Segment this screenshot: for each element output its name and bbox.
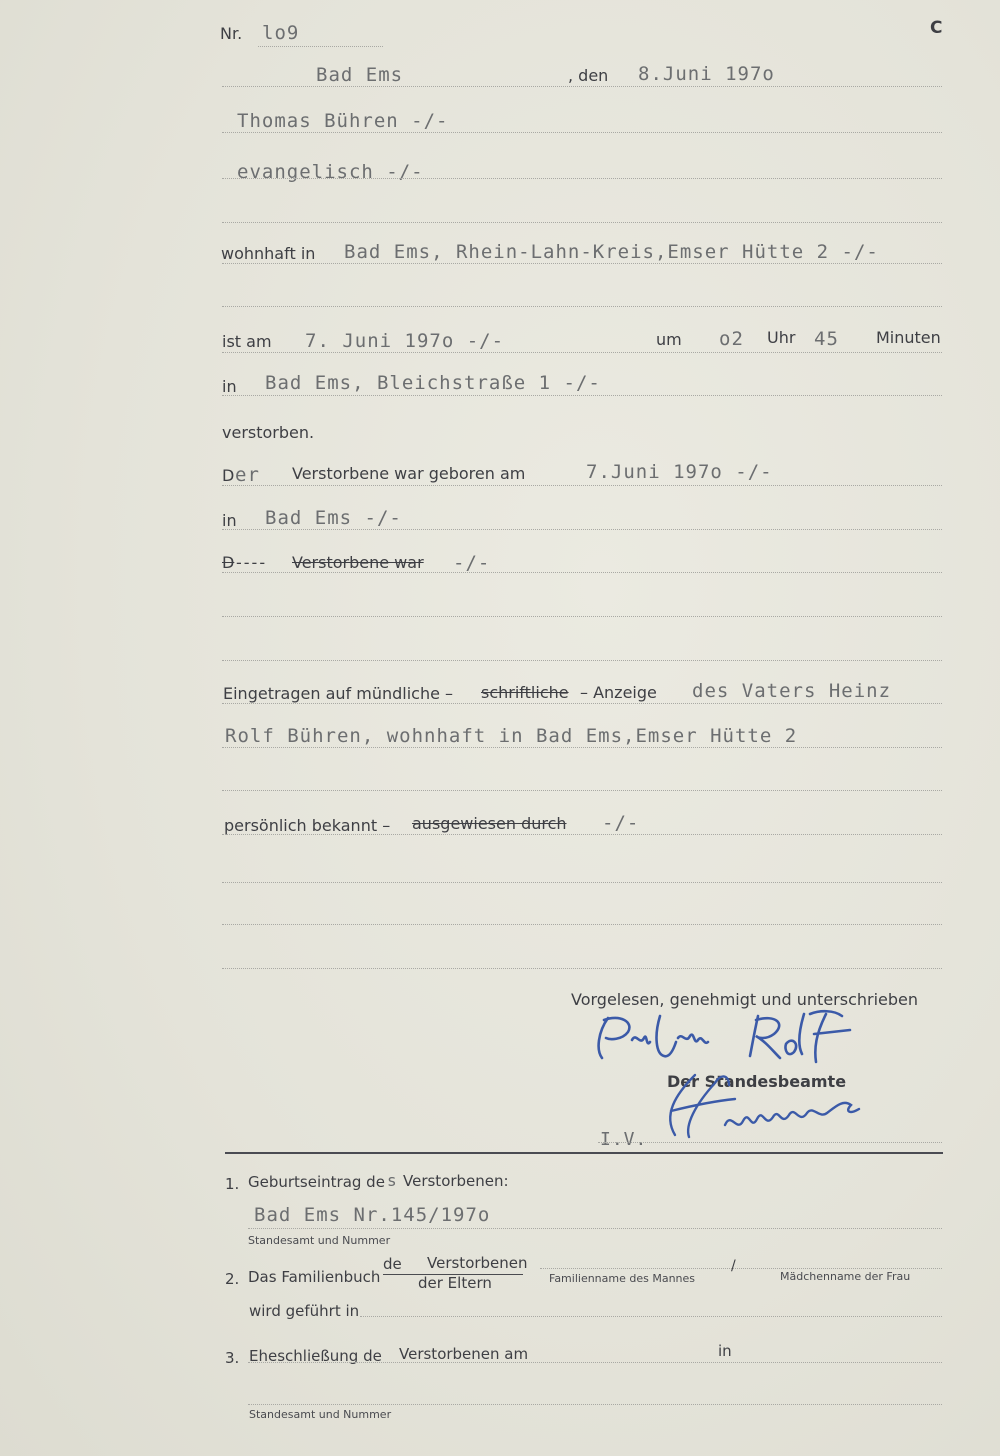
death-date: 7. Juni 197o -/- (305, 330, 505, 352)
birth-place: Bad Ems -/- (265, 507, 402, 529)
blank-line (222, 968, 942, 969)
name-line (222, 132, 942, 133)
entry-line2: Rolf Bühren, wohnhaft in Bad Ems,Emser Hütte 2 (225, 725, 798, 747)
standesbeamte-label: Der Standesbeamte (667, 1072, 847, 1091)
minuten-label: Minuten (876, 328, 941, 347)
verstorben-label: verstorben. (222, 423, 315, 442)
section1-typed-s: s (387, 1171, 398, 1190)
birth-date: 7.Juni 197o -/- (586, 461, 773, 483)
section3-number: 3. (225, 1349, 240, 1367)
uhr-label: Uhr (767, 328, 796, 347)
section2-caption-mann: Familienname des Mannes (549, 1272, 696, 1285)
birth-er-typed: er (235, 464, 260, 486)
entry-line1: des Vaters Heinz (692, 680, 892, 702)
vorgelesen-text: Vorgelesen, genehmigt und unterschrieben (571, 990, 919, 1009)
residence-label: wohnhaft in (221, 244, 316, 263)
identity-line (222, 834, 942, 835)
place-value: Bad Ems (316, 64, 404, 86)
entry-label-start: Eingetragen auf mündliche – (223, 684, 454, 703)
section1-label-end: Verstorbenen: (403, 1172, 509, 1190)
section1-label: Geburtseintrag de (248, 1173, 385, 1191)
death-hour: o2 (719, 328, 744, 350)
den-label: , den (568, 66, 609, 85)
nr-line (258, 46, 383, 47)
section3-in: in (718, 1342, 732, 1360)
section2-option-eltern: der Eltern (418, 1274, 492, 1292)
married-d-label: D (222, 553, 235, 572)
date-value: 8.Juni 197o (638, 63, 775, 85)
registrar-line (598, 1142, 942, 1143)
birth-d-label: D (222, 466, 235, 485)
religion: evangelisch -/- (237, 161, 424, 183)
entry-line (222, 703, 942, 704)
blank-line (222, 790, 942, 791)
section3-line2 (248, 1404, 942, 1405)
identity-label: persönlich bekannt – (224, 816, 391, 835)
death-place: Bad Ems, Bleichstraße 1 -/- (265, 372, 601, 394)
birth-place-line (222, 529, 942, 530)
entry-line (222, 747, 942, 748)
section2-name-line (540, 1268, 942, 1269)
section1-caption: Standesamt und Nummer (248, 1234, 391, 1247)
corner-letter: C (930, 18, 943, 38)
place-date-line (222, 86, 942, 87)
married-line (222, 572, 942, 573)
entry-struck: schriftliche (481, 683, 569, 702)
blank-line (222, 222, 942, 223)
residence-line (222, 263, 942, 264)
death-in-label: in (222, 377, 237, 396)
registrar-signature (655, 1055, 915, 1145)
married-value: -/- (453, 552, 491, 574)
blank-line (222, 924, 942, 925)
section2-wird-line (360, 1316, 942, 1317)
nr-label: Nr. (220, 24, 243, 43)
section1-line (248, 1228, 942, 1229)
death-time-line (222, 352, 942, 353)
identity-struck: ausgewiesen durch (412, 814, 567, 833)
residence-value: Bad Ems, Rhein-Lahn-Kreis,Emser Hütte 2 -/- (344, 241, 879, 263)
blank-line (222, 616, 942, 617)
ist-am-label: ist am (222, 332, 272, 351)
married-struck-label: Verstorbene war (292, 553, 424, 572)
blank-line (222, 306, 942, 307)
section3-line (248, 1362, 942, 1363)
um-label: um (656, 330, 682, 349)
nr-value: lo9 (262, 22, 300, 44)
section2-number: 2. (225, 1270, 240, 1288)
section3-label2: Verstorbenen am (399, 1345, 529, 1363)
blank-line (222, 882, 942, 883)
section2-caption-frau: Mädchenname der Frau (780, 1270, 911, 1283)
death-place-line (222, 395, 942, 396)
section1-value: Bad Ems Nr.145/197o (254, 1204, 491, 1226)
birth-in-label: in (222, 511, 237, 530)
iv-text: I.V. (600, 1129, 648, 1150)
married-dashes: ---- (236, 553, 268, 572)
birth-line (222, 485, 942, 486)
section3-label: Eheschließung de (249, 1347, 382, 1365)
entry-label-end: – Anzeige (580, 683, 657, 702)
death-minutes: 45 (814, 328, 839, 350)
birth-label: Verstorbene war geboren am (292, 464, 526, 483)
section-separator (225, 1152, 943, 1154)
religion-line (222, 178, 942, 179)
deceased-name: Thomas Bühren -/- (237, 110, 449, 132)
section2-slash: / (731, 1258, 736, 1274)
section2-label: Das Familienbuch (248, 1268, 381, 1286)
identity-value: -/- (602, 812, 640, 834)
section2-option-verstorbenen: Verstorbenen (427, 1254, 528, 1272)
section1-number: 1. (225, 1175, 240, 1193)
section3-caption: Standesamt und Nummer (249, 1408, 392, 1421)
section2-de: de (383, 1255, 402, 1273)
blank-line (222, 660, 942, 661)
section2-wird-label: wird geführt in (249, 1302, 360, 1320)
